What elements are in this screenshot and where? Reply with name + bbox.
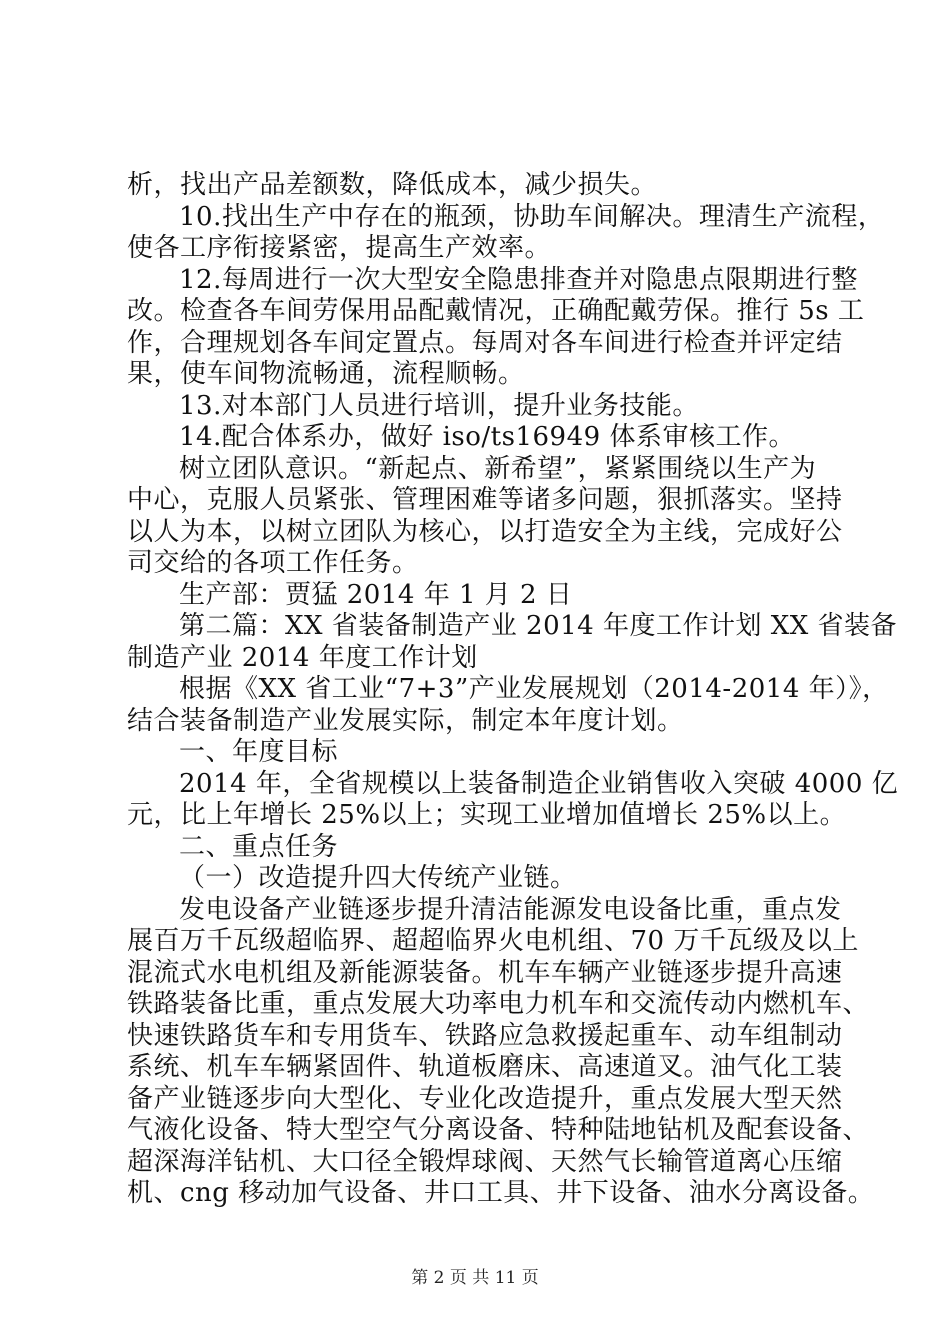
text-line: 系统、机车车辆紧固件、轨道板磨床、高速道叉。油气化工装 bbox=[127, 1052, 843, 1082]
text-line: （一）改造提升四大传统产业链。 bbox=[179, 863, 577, 893]
text-line: 改。检查各车间劳保用品配戴情况，正确配戴劳保。推行 5s 工 bbox=[127, 296, 865, 326]
text-line: 快速铁路货车和专用货车、铁路应急救援起重车、动车组制动 bbox=[127, 1020, 843, 1051]
text-line: 析，找出产品差额数，降低成本，减少损失。 bbox=[127, 170, 658, 200]
text-line: 超深海洋钻机、大口径全锻焊球阀、天然气长输管道离心压缩 bbox=[127, 1146, 843, 1177]
text-line: 发电设备产业链逐步提升清洁能源发电设备比重，重点发 bbox=[179, 894, 842, 925]
text-line: 混流式水电机组及新能源装备。机车车辆产业链逐步提升高速 bbox=[127, 957, 843, 988]
page-footer: 第 2 页 共 11 页 bbox=[411, 1268, 539, 1288]
text-line: 中心，克服人员紧张、管理困难等诸多问题，狠抓落实。坚持 bbox=[127, 485, 843, 515]
text-line: 使各工序衔接紧密，提高生产效率。 bbox=[127, 233, 552, 263]
document-body bbox=[127, 170, 899, 1210]
text-line: 根据《XX 省工业“7+3”产业发展规划（2014-2014 年）》， bbox=[179, 674, 889, 704]
text-line: 备产业链逐步向大型化、专业化改造提升，重点发展大型天然 bbox=[127, 1083, 843, 1114]
text-line: 果，使车间物流畅通，流程顺畅。 bbox=[127, 359, 525, 389]
text-line: 以人为本，以树立团队为核心，以打造安全为主线，完成好公 bbox=[127, 516, 843, 547]
text-line: 13.对本部门人员进行培训，提升业务技能。 bbox=[179, 390, 699, 421]
text-line: 制造产业 2014 年度工作计划 bbox=[127, 642, 478, 673]
text-line: 气液化设备、特大型空气分离设备、特种陆地钻机及配套设备、 bbox=[127, 1115, 870, 1145]
text-line: 12.每周进行一次大型安全隐患排查并对隐患点限期进行整 bbox=[179, 264, 858, 295]
text-line: 元，比上年增长 25%以上；实现工业增加值增长 25%以上。 bbox=[127, 800, 847, 830]
text-line: 作，合理规划各车间定置点。每周对各车间进行检查并评定结 bbox=[127, 327, 843, 358]
text-line: 机、cng 移动加气设备、井口工具、井下设备、油水分离设备。 bbox=[127, 1178, 875, 1208]
text-line: 二、重点任务 bbox=[179, 831, 339, 862]
text-line: 一、年度目标 bbox=[179, 737, 339, 767]
text-line: 10.找出生产中存在的瓶颈，协助车间解决。理清生产流程， bbox=[179, 201, 885, 232]
text-line: 树立团队意识。“新起点、新希望”，紧紧围绕以生产为 bbox=[179, 453, 817, 484]
text-line: 司交给的各项工作任务。 bbox=[127, 548, 419, 578]
text-line: 结合装备制造产业发展实际，制定本年度计划。 bbox=[127, 705, 684, 736]
text-line: 展百万千瓦级超临界、超超临界火电机组、70 万千瓦级及以上 bbox=[127, 926, 859, 956]
text-line: 2014 年，全省规模以上装备制造企业销售收入突破 4000 亿 bbox=[179, 768, 899, 799]
text-line: 14.配合体系办，做好 iso/ts16949 体系审核工作。 bbox=[179, 422, 795, 452]
text-line: 铁路装备比重，重点发展大功率电力机车和交流传动内燃机车、 bbox=[127, 989, 870, 1019]
text-line: 生产部：贾猛 2014 年 1 月 2 日 bbox=[179, 579, 573, 610]
text-line: 第二篇：XX 省装备制造产业 2014 年度工作计划 XX 省装备 bbox=[179, 611, 898, 641]
